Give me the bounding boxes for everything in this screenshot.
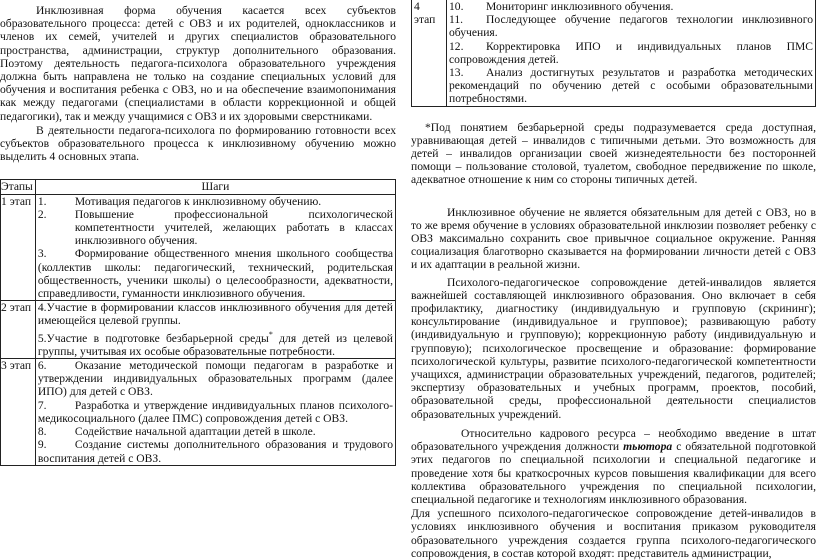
stage-cell: 3 этап [1,359,36,466]
table-header-row [1,180,396,194]
step-number: 7. [37,398,47,412]
step-number: 3. [37,247,47,261]
footnote-star: * [268,329,273,339]
step-text: Мониторинг инклюзивного обучения. [486,0,674,13]
step-text: Повышение профессиональной психологической [74,207,393,221]
header-stages: Этапы [1,180,36,194]
paragraph [411,427,816,506]
step-number: 1. [37,194,47,208]
paragraph-text: Относительно кадрового ресурса – необходимо введение в штат образовательного учреждения должности [411,426,816,454]
stage-cell: 2 этап [1,301,36,359]
table-row [1,194,396,301]
paragraph: Для успешного психолого-педагогическое сопровождение детей-инвалидов в условиях инклюзивного обучения и воспитания приказом руководителя образовательного учреждения создается группа психолого-педагогического сопровождения, в состав которой входят: представитель администрации, [411,507,816,560]
header-steps: Шаги [35,180,395,194]
step-text: 5.Участие в подготовке безбарьерной среды [37,331,269,345]
step-text: Формирование общественного мнения школьного сообщества (коллектив школы: педагогический, технический, родительская общественность, ученики школы) о целесообразности, адекватности, справедливости, гуманности инклюзивного обучения. [37,247,393,301]
stage-cell: 4 этап [412,0,447,106]
step-number: 12. [449,39,464,53]
step-number: 11. [449,13,464,27]
step-number: 9. [37,438,47,452]
step-text: Создание системы дополнительного образования и трудового воспитания детей с ОВЗ. [37,438,393,465]
step-number: 10. [449,0,464,13]
stage4-table [411,0,816,107]
stage-cell: 1 этап [1,194,36,301]
steps-cell [35,194,395,301]
table-row [412,0,816,106]
step-number: 13. [449,66,464,80]
table-row [1,301,396,359]
step-text: Мотивация педагогов к инклюзивному обучению. [74,194,322,208]
step-text: Содействие начальной адаптации детей в школе. [74,425,316,439]
paragraph: Психолого-педагогическое сопровождение детей-инвалидов является важнейшей составляющей инклюзивного образования. Оно включает в себя профилактику, диагностику (индивидуальную и групповую (скрининг); консультирование (индивидуальное и групповое); развивающую работу (индивидуальную и групповую); коррекционную работу (индивидуальную и групповую); психологическое просвещение и образование: формирование психологической культуры, развитие психолого-педагогической компетентности учащихся, администрации образовательных учреждений, педагогов, родителей; экспертизу образовательных и учебных программ, проектов, пособий, образовательной среды, профессиональной деятельности специалистов образовательных учреждений. [411,275,816,421]
step-text: Анализ достигнутых результатов и разработка методических рекомендаций по обучению детей с особыми образовательными потребностями. [449,66,813,106]
footnote: *Под понятием безбарьерной среды подразумевается среда доступная, уравнивающая детей – инвалидов с типичными детьми. Это возможность для детей – инвалидов организации своей жизнедеятельности без посторонней помощи – пользование столовой, туалетом, свободное передвижение по школе, адекватное отношение к ним со стороны типичных детей. [411,120,816,187]
step-number: 6. [37,359,47,373]
intro-paragraph-2: В деятельности педагога-психолога по формированию готовности всех субъектов образовательного процесса к инклюзивному обучению можно выделить 4 основных этапа. [0,123,396,164]
step-text: для детей из целевой группы, учитывая их особые образовательные потребности. [37,331,393,358]
intro-paragraph: Инклюзивная форма обучения касается всех субъектов образовательного процесса: детей с ОВЗ и их родителей, одноклассников и членов их семей, учителей и других специалистов образовательного пространства, администрации, структур дополнительного образования. Поэтому деятельность педагога-психолога образовательного учреждения должна быть направлена не только на создание специальных условий для обучения и воспитания ребенка с ОВЗ, но и на обеспечение взаимопонимания как между педагогами (специалистами в области коррекционной и общей педагогики), так и между учащимися с ОВЗ и их здоровыми сверстниками. [0,4,396,123]
step-text: Корректировка ИПО и индивидуальных планов ПМС сопровождения детей. [449,39,813,66]
table-row [1,359,396,466]
steps-cell [35,359,395,466]
step-text: компетентности учителей, желающих работать в классах инклюзивного обучения. [74,221,393,248]
paragraph: Инклюзивное обучение не является обязательным для детей с ОВЗ, но в то же время обучение в условиях образовательной инклюзии позволяет ребенку с ОВЗ максимально сохранить свое привычное социальное окружение. Ранняя социализация благотворно сказывается на формировании личности детей с ОВЗ и их адаптации в реальной жизни. [411,205,816,272]
step-text: 4.Участие в формировании классов инклюзивного обучения для детей имеющейся целевой группы. [37,301,393,328]
tutor-term: тьютора [623,440,673,454]
step-number: 8. [37,425,47,439]
left-column [0,0,396,466]
right-column [411,0,816,560]
step-text: Оказание методической помощи педагогам в разработке и утверждении индивидуальных образовательных программ (далее ИПО) для детей с ОВЗ. [37,359,393,399]
step-number: 2. [37,207,47,221]
stages-table [0,179,396,465]
paragraph-text: с обязательной подготовкой этих педагогов по специальной психологии и специальной педагогике и проведение хотя бы краткосрочных курсов повышения квалификации для всего коллектива образовательного учреждения по специальной психологии, специальной педагогике и технологиям инклюзивного образования. [411,440,816,506]
step-text: Последующее обучение педагогов технологии инклюзивного обучения. [449,13,813,40]
step-text: Разработка и утверждение индивидуальных планов психолого-медикосоциального (далее ПМС) сопровождения детей с ОВЗ. [37,398,393,425]
steps-cell [35,301,395,359]
steps-cell [447,0,816,106]
